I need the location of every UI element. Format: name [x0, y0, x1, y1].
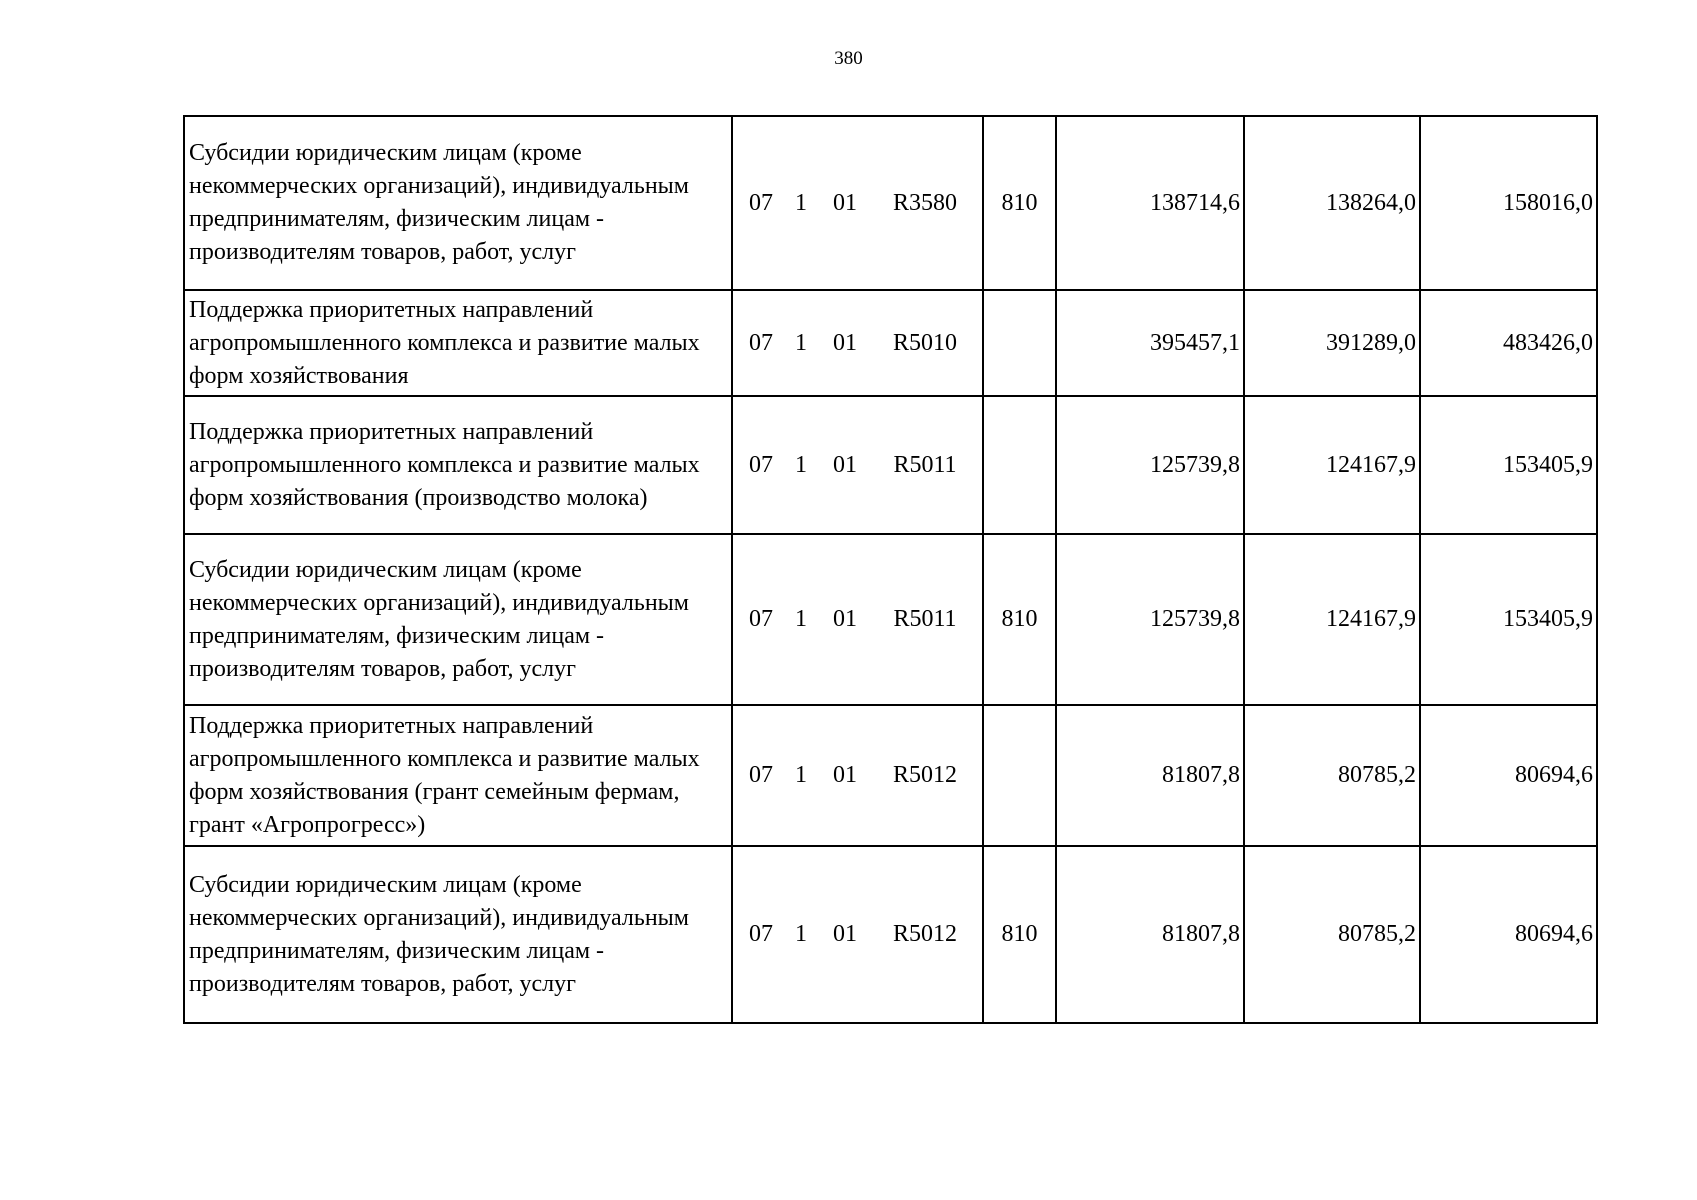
program-code: 1 — [795, 606, 807, 632]
target-code: R5012 — [892, 921, 957, 947]
table-row — [184, 534, 1597, 705]
budget-code-cell — [732, 846, 983, 1023]
budget-table — [183, 115, 1598, 1024]
row-name: Субсидии юридическим лицам (кроме некоммерческих организаций), индивидуальным предпринимателям, физическим лицам - производителям товаров, работ, услуг — [184, 116, 732, 290]
expense-type: 810 — [983, 846, 1056, 1023]
amount-year-2: 80785,2 — [1244, 705, 1420, 846]
razdel-code: 07 — [749, 451, 773, 478]
razdel-code: 07 — [749, 606, 773, 632]
target-code: R5010 — [892, 329, 957, 356]
amount-year-1: 81807,8 — [1056, 846, 1244, 1023]
program-code: 1 — [795, 189, 807, 216]
amount-year-2: 124167,9 — [1244, 396, 1420, 534]
target-code: R3580 — [892, 189, 957, 216]
table-row — [184, 290, 1597, 396]
amount-year-3: 80694,6 — [1420, 846, 1597, 1023]
amount-year-3: 483426,0 — [1420, 290, 1597, 396]
subprogram-code: 01 — [833, 762, 857, 788]
target-code: R5011 — [893, 451, 957, 478]
expense-type — [983, 396, 1056, 534]
amount-year-3: 158016,0 — [1420, 116, 1597, 290]
program-code: 1 — [795, 451, 807, 478]
amount-year-2: 124167,9 — [1244, 534, 1420, 705]
amount-year-3: 80694,6 — [1420, 705, 1597, 846]
subprogram-code: 01 — [833, 606, 857, 632]
budget-code-cell — [732, 705, 983, 846]
razdel-code: 07 — [749, 762, 773, 788]
amount-year-1: 125739,8 — [1056, 396, 1244, 534]
amount-year-1: 138714,6 — [1056, 116, 1244, 290]
amount-year-1: 125739,8 — [1056, 534, 1244, 705]
row-name: Субсидии юридическим лицам (кроме некоммерческих организаций), индивидуальным предпринимателям, физическим лицам - производителям товаров, работ, услуг — [184, 534, 732, 705]
subprogram-code: 01 — [833, 329, 857, 356]
amount-year-2: 80785,2 — [1244, 846, 1420, 1023]
program-code: 1 — [795, 762, 807, 788]
table-row — [184, 396, 1597, 534]
amount-year-1: 81807,8 — [1056, 705, 1244, 846]
table-row — [184, 116, 1597, 290]
budget-code-cell — [732, 534, 983, 705]
expense-type: 810 — [983, 534, 1056, 705]
expense-type: 810 — [983, 116, 1056, 290]
subprogram-code: 01 — [833, 189, 857, 216]
subprogram-code: 01 — [833, 451, 857, 478]
expense-type — [983, 290, 1056, 396]
row-name: Субсидии юридическим лицам (кроме некоммерческих организаций), индивидуальным предпринимателям, физическим лицам - производителям товаров, работ, услуг — [184, 846, 732, 1023]
razdel-code: 07 — [749, 921, 773, 947]
amount-year-2: 138264,0 — [1244, 116, 1420, 290]
target-code: R5011 — [893, 606, 957, 632]
budget-code-cell — [732, 116, 983, 290]
table-row — [184, 705, 1597, 846]
razdel-code: 07 — [749, 189, 773, 216]
budget-code-cell — [732, 290, 983, 396]
amount-year-3: 153405,9 — [1420, 534, 1597, 705]
razdel-code: 07 — [749, 329, 773, 356]
page-number: 380 — [834, 48, 863, 69]
budget-code-cell — [732, 396, 983, 534]
amount-year-2: 391289,0 — [1244, 290, 1420, 396]
row-name: Поддержка приоритетных направлений агропромышленного комплекса и развитие малых форм хозяйствования — [184, 290, 732, 396]
amount-year-1: 395457,1 — [1056, 290, 1244, 396]
program-code: 1 — [795, 921, 807, 947]
table-row — [184, 846, 1597, 1023]
amount-year-3: 153405,9 — [1420, 396, 1597, 534]
subprogram-code: 01 — [833, 921, 857, 947]
row-name: Поддержка приоритетных направлений агропромышленного комплекса и развитие малых форм хозяйствования (производство молока) — [184, 396, 732, 534]
expense-type — [983, 705, 1056, 846]
target-code: R5012 — [892, 762, 957, 788]
row-name: Поддержка приоритетных направлений агропромышленного комплекса и развитие малых форм хозяйствования (грант семейным фермам, грант «Агропрогресс») — [184, 705, 732, 846]
program-code: 1 — [795, 329, 807, 356]
